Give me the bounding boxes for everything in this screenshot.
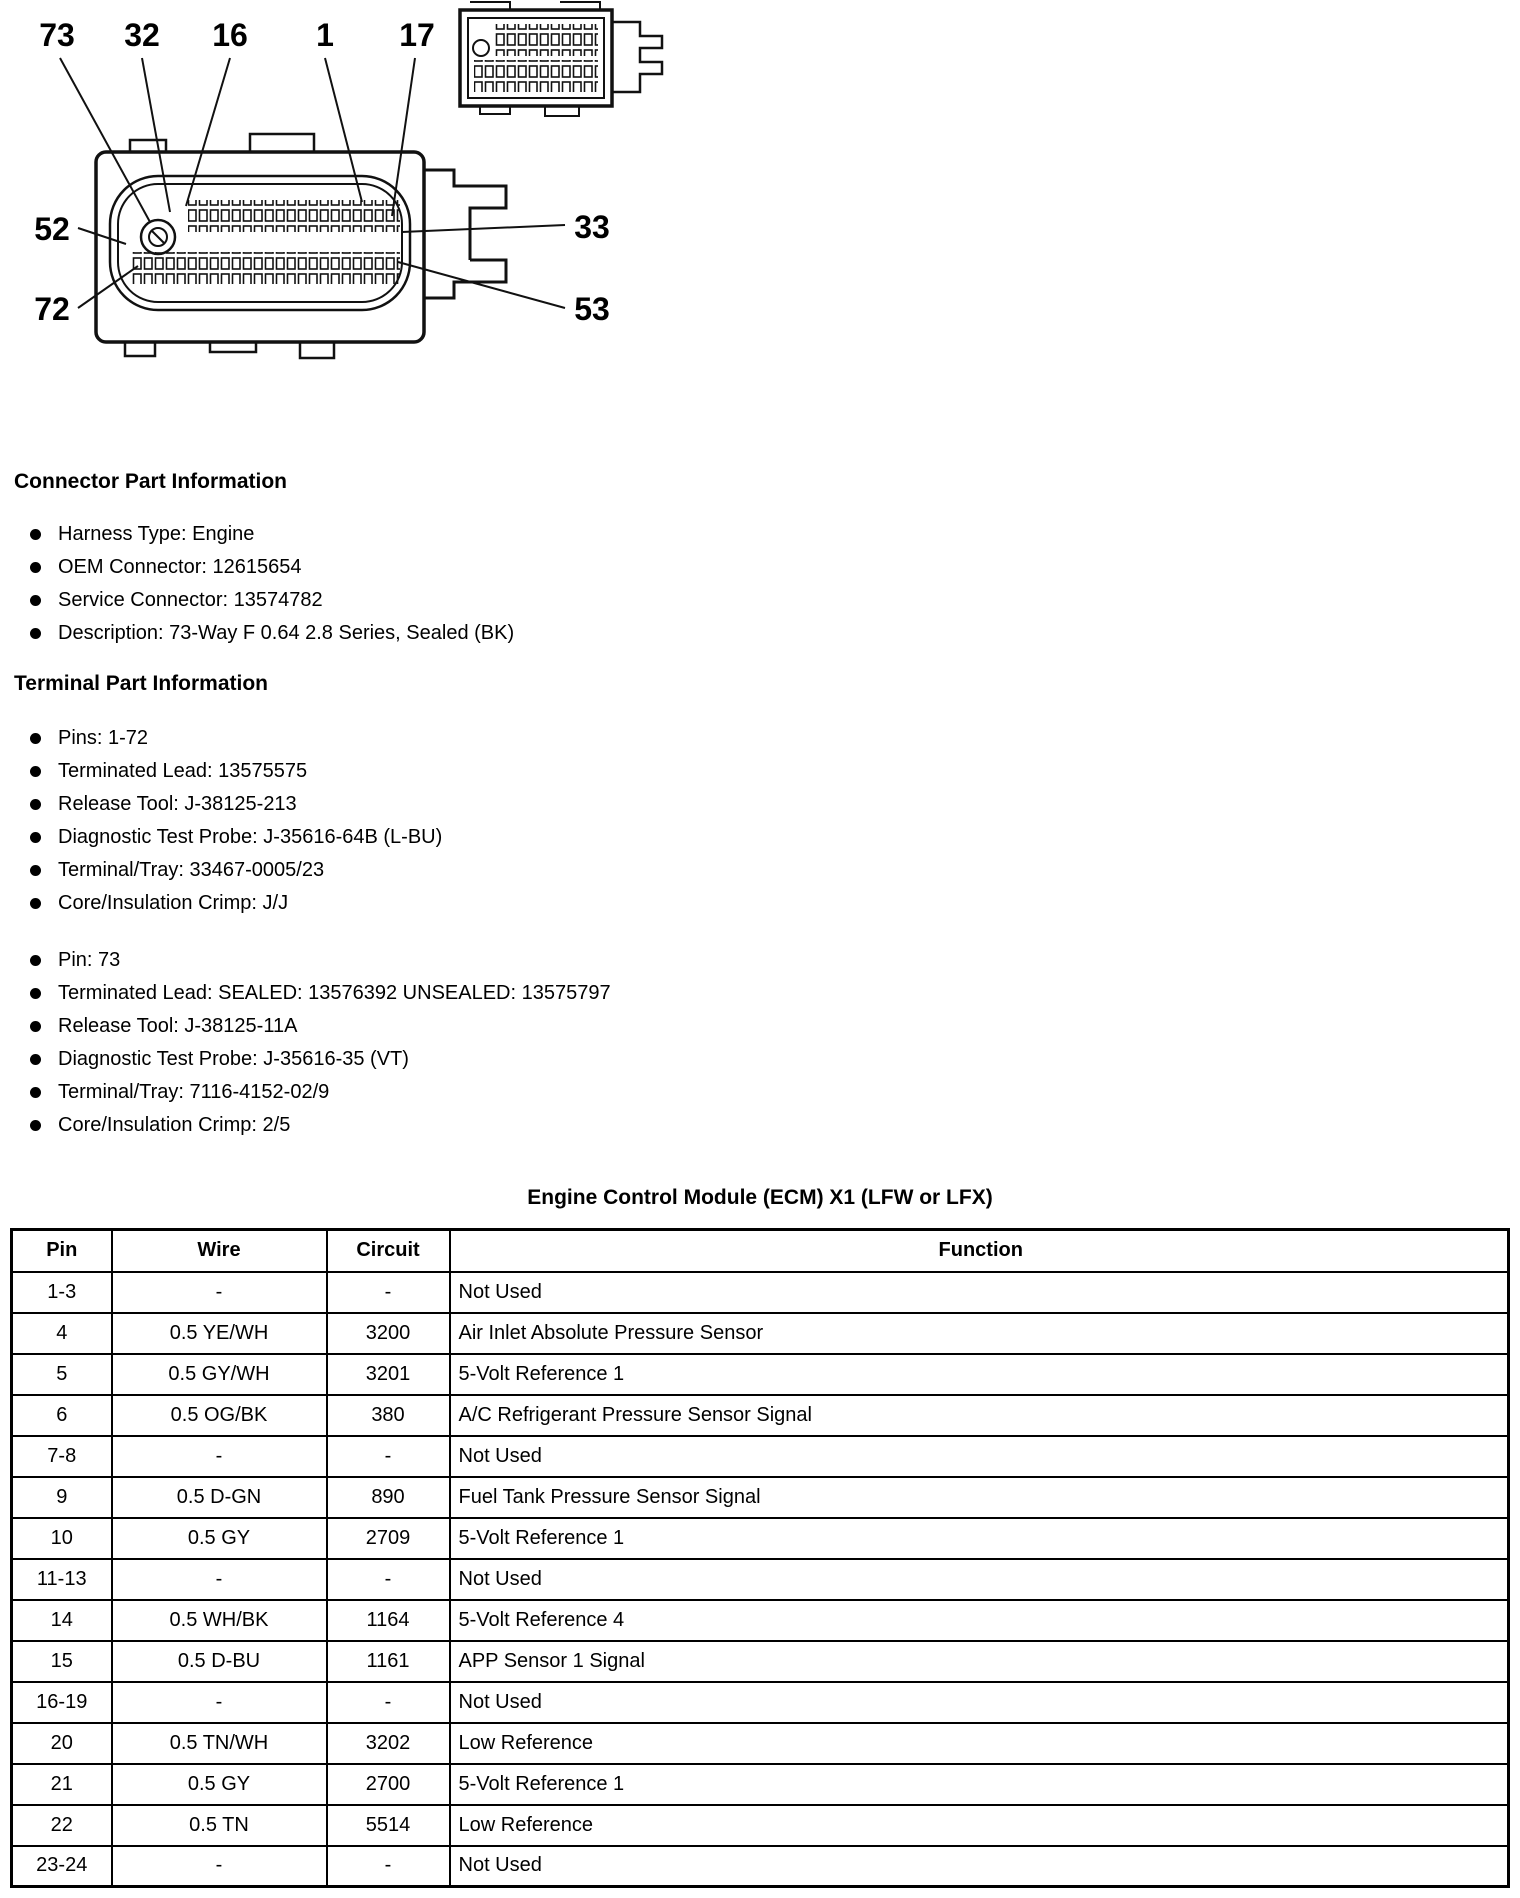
cell-circuit: - [327, 1682, 450, 1723]
list-item-text: Diagnostic Test Probe: J-35616-64B (L-BU) [58, 826, 443, 848]
connector-part-info-list [14, 518, 1494, 650]
cell-pin: 6 [12, 1395, 112, 1436]
list-item [14, 944, 1494, 977]
cell-function: Fuel Tank Pressure Sensor Signal [450, 1477, 1509, 1518]
cell-pin: 15 [12, 1641, 112, 1682]
list-item-text: Core/Insulation Crimp: J/J [58, 892, 289, 914]
list-item-text: Release Tool: J-38125-11A [58, 1015, 298, 1037]
pinout-table [10, 1228, 1510, 1888]
list-item [14, 722, 1494, 755]
cell-function: Low Reference [450, 1723, 1509, 1764]
cell-function: Low Reference [450, 1805, 1509, 1846]
terminal-part-info-list-2 [14, 944, 1494, 1142]
cell-wire: 0.5 TN/WH [112, 1723, 327, 1764]
cell-pin: 11-13 [12, 1559, 112, 1600]
cell-wire: 0.5 D-GN [112, 1477, 327, 1518]
list-item [14, 551, 1494, 584]
cell-function: Not Used [450, 1436, 1509, 1477]
cell-pin: 20 [12, 1723, 112, 1764]
connector-face-view [96, 134, 506, 358]
cell-wire: 0.5 WH/BK [112, 1600, 327, 1641]
cell-pin: 5 [12, 1354, 112, 1395]
list-item-text: Terminal/Tray: 7116-4152-02/9 [58, 1081, 330, 1103]
terminal-part-info-heading: Terminal Part Information [14, 672, 268, 695]
list-item-text: Diagnostic Test Probe: J-35616-35 (VT) [58, 1048, 409, 1070]
cell-wire: 0.5 OG/BK [112, 1395, 327, 1436]
cell-circuit: - [327, 1272, 450, 1313]
callout-16: 16 [212, 17, 248, 53]
cell-function: Not Used [450, 1846, 1509, 1887]
cell-function: Not Used [450, 1559, 1509, 1600]
cell-pin: 9 [12, 1477, 112, 1518]
cell-circuit: - [327, 1846, 450, 1887]
table-row [12, 1682, 1509, 1723]
cell-function: 5-Volt Reference 4 [450, 1600, 1509, 1641]
terminal-part-info-list-1 [14, 722, 1494, 920]
cell-wire: 0.5 GY [112, 1764, 327, 1805]
header-function: Function [450, 1230, 1509, 1272]
table-row [12, 1559, 1509, 1600]
list-item [14, 854, 1494, 887]
cell-circuit: 3202 [327, 1723, 450, 1764]
cell-wire: - [112, 1846, 327, 1887]
callout-32: 32 [124, 17, 160, 53]
table-row [12, 1600, 1509, 1641]
cell-circuit: 1164 [327, 1600, 450, 1641]
cell-wire: 0.5 GY [112, 1518, 327, 1559]
list-item-text: Terminal/Tray: 33467-0005/23 [58, 859, 325, 881]
list-item-text: Harness Type: Engine [58, 523, 255, 545]
list-item [14, 1010, 1494, 1043]
list-item [14, 887, 1494, 920]
table-title: Engine Control Module (ECM) X1 (LFW or LFX) [527, 1186, 993, 1209]
table-row [12, 1395, 1509, 1436]
cell-circuit: 1161 [327, 1641, 450, 1682]
table-row [12, 1764, 1509, 1805]
table-row [12, 1518, 1509, 1559]
cell-function: APP Sensor 1 Signal [450, 1641, 1509, 1682]
cell-function: 5-Volt Reference 1 [450, 1518, 1509, 1559]
cell-function: Not Used [450, 1272, 1509, 1313]
callout-73: 73 [39, 17, 75, 53]
table-row [12, 1272, 1509, 1313]
cell-circuit: 3200 [327, 1313, 450, 1354]
table-row [12, 1723, 1509, 1764]
connector-diagram [0, 0, 760, 430]
cell-wire: 0.5 D-BU [112, 1641, 327, 1682]
list-item [14, 518, 1494, 551]
callout-17: 17 [399, 17, 435, 53]
cell-circuit: - [327, 1559, 450, 1600]
table-row [12, 1354, 1509, 1395]
cell-pin: 1-3 [12, 1272, 112, 1313]
list-item-text: Terminated Lead: SEALED: 13576392 UNSEALED: 13575797 [58, 982, 611, 1004]
list-item [14, 1109, 1494, 1142]
cell-function: 5-Volt Reference 1 [450, 1354, 1509, 1395]
cell-circuit: 5514 [327, 1805, 450, 1846]
cell-function: A/C Refrigerant Pressure Sensor Signal [450, 1395, 1509, 1436]
list-item [14, 584, 1494, 617]
cell-circuit: 3201 [327, 1354, 450, 1395]
cell-pin: 21 [12, 1764, 112, 1805]
cell-circuit: - [327, 1436, 450, 1477]
cell-circuit: 2700 [327, 1764, 450, 1805]
list-item [14, 755, 1494, 788]
cell-function: 5-Volt Reference 1 [450, 1764, 1509, 1805]
cell-function: Air Inlet Absolute Pressure Sensor [450, 1313, 1509, 1354]
cell-circuit: 380 [327, 1395, 450, 1436]
list-item-text: Core/Insulation Crimp: 2/5 [58, 1114, 291, 1136]
header-circuit: Circuit [327, 1230, 450, 1272]
cell-wire: 0.5 YE/WH [112, 1313, 327, 1354]
callout-33: 33 [574, 209, 610, 245]
list-item-text: Pins: 1-72 [58, 727, 149, 749]
table-row [12, 1641, 1509, 1682]
cell-pin: 23-24 [12, 1846, 112, 1887]
list-item-text: Release Tool: J-38125-213 [58, 793, 297, 815]
cell-function: Not Used [450, 1682, 1509, 1723]
list-item-text: Service Connector: 13574782 [58, 589, 323, 611]
cell-pin: 14 [12, 1600, 112, 1641]
table-row [12, 1846, 1509, 1887]
list-item-text: Terminated Lead: 13575575 [58, 760, 308, 782]
cell-wire: 0.5 TN [112, 1805, 327, 1846]
list-item [14, 1076, 1494, 1109]
callout-72: 72 [34, 291, 70, 327]
cell-wire: 0.5 GY/WH [112, 1354, 327, 1395]
table-row [12, 1313, 1509, 1354]
list-item-text: Description: 73-Way F 0.64 2.8 Series, Sealed (BK) [58, 622, 515, 644]
cell-wire: - [112, 1272, 327, 1313]
list-item [14, 821, 1494, 854]
table-row [12, 1477, 1509, 1518]
list-item [14, 1043, 1494, 1076]
cell-pin: 22 [12, 1805, 112, 1846]
cell-pin: 16-19 [12, 1682, 112, 1723]
connector-part-info-heading: Connector Part Information [14, 470, 288, 493]
table-row [12, 1436, 1509, 1477]
list-item [14, 977, 1494, 1010]
cell-pin: 7-8 [12, 1436, 112, 1477]
cell-pin: 10 [12, 1518, 112, 1559]
header-wire: Wire [112, 1230, 327, 1272]
cell-circuit: 890 [327, 1477, 450, 1518]
cell-wire: - [112, 1559, 327, 1600]
header-pin: Pin [12, 1230, 112, 1272]
callout-1: 1 [316, 17, 334, 53]
list-item-text: Pin: 73 [58, 949, 121, 971]
cell-wire: - [112, 1682, 327, 1723]
cell-wire: - [112, 1436, 327, 1477]
list-item [14, 788, 1494, 821]
callout-53: 53 [574, 291, 610, 327]
list-item-text: OEM Connector: 12615654 [58, 556, 302, 578]
callout-52: 52 [34, 211, 70, 247]
table-row [12, 1805, 1509, 1846]
list-item [14, 617, 1494, 650]
cell-circuit: 2709 [327, 1518, 450, 1559]
table-header-row [12, 1230, 1509, 1272]
connector-top-view [460, 2, 662, 116]
cell-pin: 4 [12, 1313, 112, 1354]
